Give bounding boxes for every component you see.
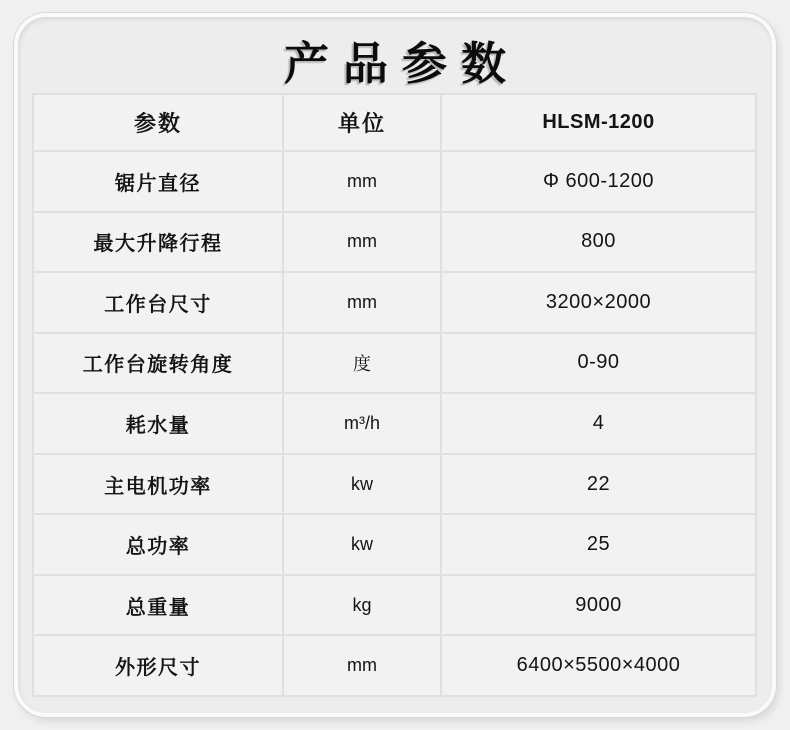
param-cell: 耗水量 [34,394,282,453]
param-cell: 总功率 [34,515,282,574]
unit-cell: m³/h [284,394,440,453]
unit-cell: mm [284,636,440,695]
unit-cell: mm [284,273,440,332]
unit-cell: kw [284,515,440,574]
value-cell: 25 [442,515,755,574]
value-cell: 6400×5500×4000 [442,636,755,695]
unit-cell: mm [284,152,440,211]
value-cell: 4 [442,394,755,453]
param-cell: 外形尺寸 [34,636,282,695]
unit-cell: mm [284,213,440,272]
value-cell: 9000 [442,576,755,635]
param-cell: 锯片直径 [34,152,282,211]
params-table [32,93,757,697]
unit-cell: kg [284,576,440,635]
value-cell: Φ 600-1200 [442,152,755,211]
value-cell: 22 [442,455,755,514]
param-cell: 总重量 [34,576,282,635]
value-cell: 3200×2000 [442,273,755,332]
page-title: 产品参数 [283,38,520,89]
unit-cell: 度 [284,334,440,393]
header-cell-model: HLSM-1200 [442,95,755,150]
param-cell: 工作台尺寸 [34,273,282,332]
value-cell: 800 [442,213,755,272]
unit-cell: kw [284,455,440,514]
param-cell: 工作台旋转角度 [34,334,282,393]
param-cell: 最大升降行程 [34,213,282,272]
header-cell-unit: 单位 [284,95,440,150]
header-cell-param: 参数 [34,95,282,150]
param-cell: 主电机功率 [34,455,282,514]
product-params-card [14,13,776,717]
value-cell: 0-90 [442,334,755,393]
